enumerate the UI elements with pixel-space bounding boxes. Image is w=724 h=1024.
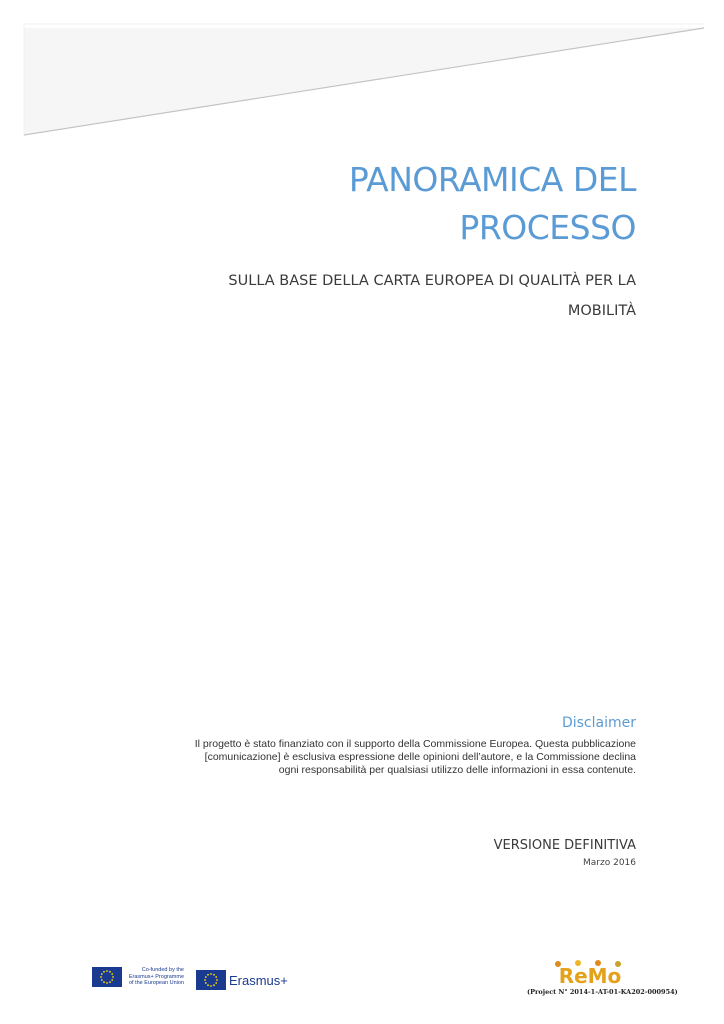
version-date: Marzo 2016 (583, 858, 636, 868)
remo-project-logo (548, 958, 632, 986)
eu-flag-icon (92, 967, 122, 987)
remo-logo-text: ReMo (558, 964, 622, 986)
title-line-1: PANORAMICA DEL (348, 160, 636, 199)
header-decoration (0, 0, 724, 150)
document-title (136, 156, 636, 252)
document-subtitle (166, 266, 636, 326)
eu-cofunded-text (128, 967, 184, 987)
eu-flag-icon (196, 970, 226, 990)
erasmus-label: Erasmus+ (229, 972, 288, 988)
eu-text-line-3: of the European Union (128, 980, 184, 987)
disclaimer-line-1: Il progetto è stato finanziato con il supporto della Commissione Europea. Questa pubblicazione (194, 738, 636, 750)
subtitle-line-1: SULLA BASE DELLA CARTA EUROPEA DI QUALITÀ PER LA (228, 273, 636, 289)
eu-text-line-1: Co-funded by the (141, 967, 184, 974)
disclaimer-line-3: ogni responsabilità per qualsiasi utilizzo delle informazioni in essa contenute. (278, 764, 636, 776)
project-number: (Project N° 2014-1-AT-01-KA202-000954) (527, 988, 678, 996)
version-label: VERSIONE DEFINITIVA (493, 838, 636, 853)
eu-text-line-2: Erasmus+ Programme (128, 973, 184, 980)
disclaimer-text (156, 738, 636, 777)
disclaimer-heading: Disclaimer (561, 715, 636, 731)
erasmus-logo (196, 970, 288, 990)
title-line-2: PROCESSO (459, 208, 636, 247)
subtitle-line-2: MOBILITÀ (567, 303, 636, 319)
disclaimer-line-2: [comunicazione] è esclusiva espressione delle opinioni dell’autore, e la Commissione declina (204, 751, 636, 763)
eu-cofunded-logo (92, 967, 184, 987)
